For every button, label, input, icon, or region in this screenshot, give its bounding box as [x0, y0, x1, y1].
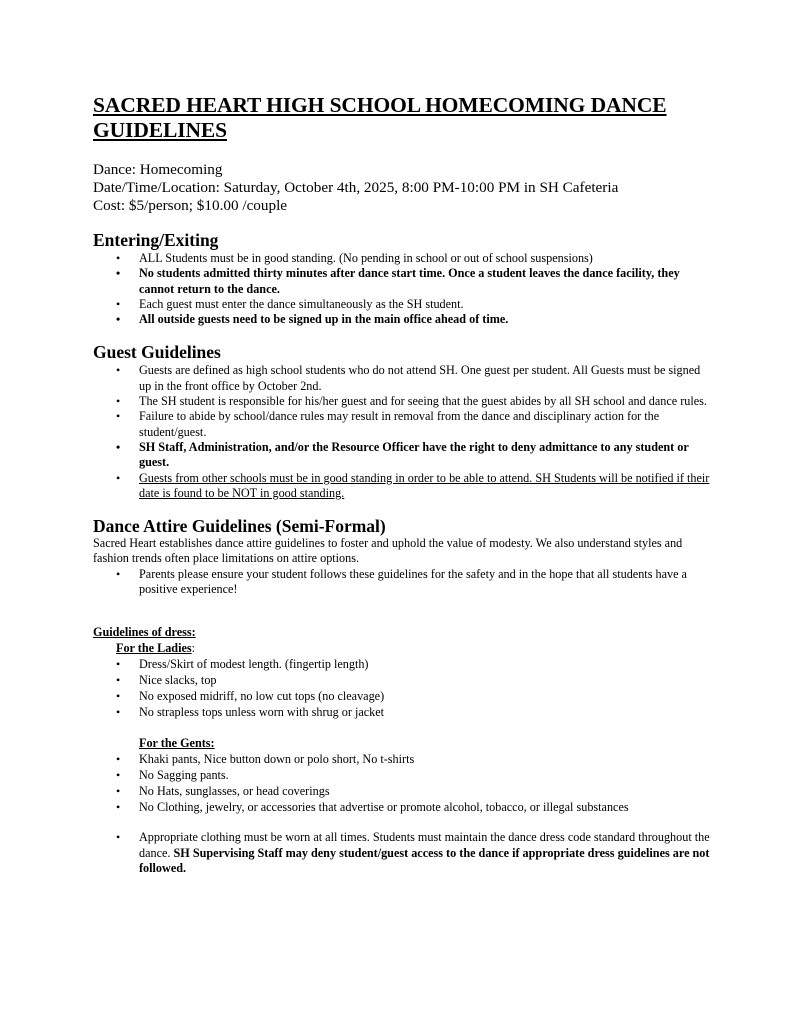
list-item: • Guests are defined as high school students who do not attend SH. One guest per student. All Guests must be signed up in the front office by October 2nd. [93, 363, 713, 394]
dance-datetime-location: Date/Time/Location: Saturday, October 4th, 2025, 8:00 PM-10:00 PM in SH Cafeteria [93, 179, 619, 196]
list-item: • Khaki pants, Nice button down or polo short, No t-shirts [93, 751, 713, 767]
list-item: • SH Staff, Administration, and/or the Resource Officer have the right to deny admittance to any student or guest. [93, 440, 713, 471]
entering-exiting-list [93, 251, 713, 327]
dress-code-final-list [93, 830, 713, 876]
dance-attire-heading: Dance Attire Guidelines (Semi-Formal) [93, 516, 386, 537]
ladies-list [93, 656, 713, 720]
list-item: • Parents please ensure your student follows these guidelines for the safety and in the hope that all students have a positive experience! [93, 567, 713, 598]
list-item: • Guests from other schools must be in good standing in order to be able to attend. SH Students will be notified if their date is found to be NOT in good standing. [93, 471, 713, 502]
list-item: • No Hats, sunglasses, or head coverings [93, 783, 713, 799]
list-item: • Failure to abide by school/dance rules may result in removal from the dance and disciplinary action for the student/guest. [93, 409, 713, 440]
list-item: • No exposed midriff, no low cut tops (no cleavage) [93, 688, 713, 704]
document-page [93, 93, 713, 876]
document-title: SACRED HEART HIGH SCHOOL HOMECOMING DANCE GUIDELINES [93, 93, 667, 142]
gents-list [93, 751, 713, 815]
dance-info [93, 161, 713, 215]
list-item: • No strapless tops unless worn with shrug or jacket [93, 704, 713, 720]
dance-attire-intro: Sacred Heart establishes dance attire guidelines to foster and uphold the value of modesty. We also understand styles and fashion trends often place limitations on attire options. [93, 536, 683, 566]
list-item [93, 830, 713, 876]
list-item: • Dress/Skirt of modest length. (fingertip length) [93, 656, 713, 672]
dance-cost: Cost: $5/person; $10.00 /couple [93, 197, 288, 214]
list-item: • Each guest must enter the dance simultaneously as the SH student. [93, 297, 713, 312]
dance-attire-section [93, 516, 713, 597]
list-item: • No Clothing, jewelry, or accessories that advertise or promote alcohol, tobacco, or illegal substances [93, 799, 713, 815]
entering-exiting-heading: Entering/Exiting [93, 230, 219, 250]
guidelines-of-dress-section [93, 625, 713, 876]
guest-guidelines-heading: Guest Guidelines [93, 342, 221, 363]
guest-guidelines-section [93, 342, 713, 501]
dance-name: Dance: Homecoming [93, 161, 223, 178]
list-item: • All outside guests need to be signed up in the main office ahead of time. [93, 312, 713, 327]
list-item: • Nice slacks, top [93, 672, 713, 688]
ladies-label [93, 641, 713, 656]
ladies-label-text: For the Ladies [116, 640, 192, 655]
dress-code-final-bold: SH Supervising Staff may deny student/guest access to the dance if appropriate dress guidelines are not followed. [139, 845, 710, 875]
guest-guidelines-list [93, 363, 713, 501]
entering-exiting-section [93, 230, 713, 327]
list-item: • No students admitted thirty minutes after dance start time. Once a student leaves the dance facility, they cannot return to the dance. [93, 266, 713, 297]
dance-attire-list [93, 567, 713, 598]
ladies-label-colon: : [191, 640, 195, 655]
list-item: • No Sagging pants. [93, 767, 713, 783]
gents-label: For the Gents: [139, 735, 215, 750]
list-item: • The SH student is responsible for his/her guest and for seeing that the guest abides by all SH school and dance rules. [93, 394, 713, 409]
dress-code-final-plain: Appropriate clothing must be worn at all times. Students must maintain the dance dress code standard throughout the dance. [139, 830, 710, 860]
list-item: • ALL Students must be in good standing. (No pending in school or out of school suspensions) [93, 251, 713, 266]
guidelines-of-dress-label: Guidelines of dress: [93, 625, 196, 640]
